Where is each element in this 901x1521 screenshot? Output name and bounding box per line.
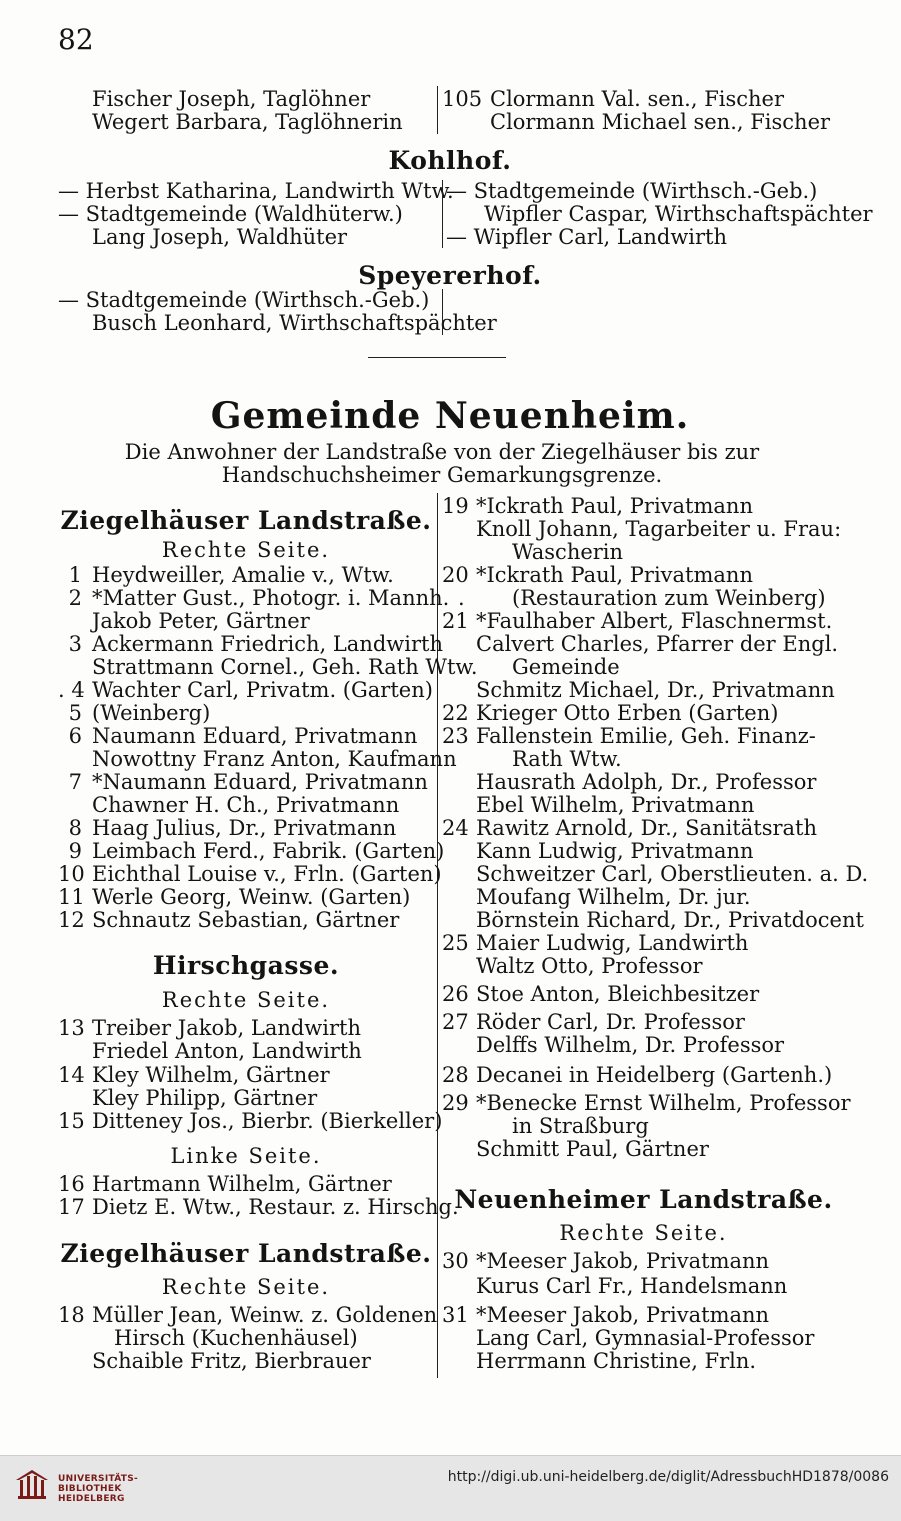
entry-line: 19 *Ickrath Paul, Privatmann [442, 494, 753, 518]
entry-line: Schmitz Michael, Dr., Privatmann [476, 678, 835, 702]
entry-line: Kurus Carl Fr., Handelsmann [476, 1274, 788, 1298]
entry-line: 18 Müller Jean, Weinw. z. Goldenen [58, 1303, 438, 1327]
source-url-link[interactable]: http://digi.ub.uni-heidelberg.de/diglit/AdressbuchHD1878/0086 [447, 1469, 889, 1485]
entry-line: 13 Treiber Jakob, Landwirth [58, 1016, 362, 1040]
entry-line: 30 *Meeser Jakob, Privatmann [442, 1249, 770, 1273]
entry-line: — Herbst Katharina, Landwirth Wtw. [58, 179, 454, 203]
entry-line: 5 (Weinberg) [68, 701, 211, 725]
street-heading: Ziegelhäuser Landstraße. [60, 1239, 432, 1268]
entry-line: Busch Leonhard, Wirthschaftspächter [92, 311, 497, 335]
library-logo-icon [12, 1466, 52, 1510]
entry-line: Börnstein Richard, Dr., Privatdocent [476, 908, 864, 932]
entry-line: 12 Schnautz Sebastian, Gärtner [58, 908, 400, 932]
entry-line: 3 Ackermann Friedrich, Landwirth [68, 632, 443, 656]
column-divider [442, 180, 443, 248]
entry-line: Jakob Peter, Gärtner [92, 609, 310, 633]
entry-line: in Straßburg [512, 1114, 649, 1138]
street-heading: Neuenheimer Landstraße. [454, 1185, 833, 1214]
entry-line: Calvert Charles, Pfarrer der Engl. [476, 632, 839, 656]
entry-line: 29 *Benecke Ernst Wilhelm, Professor [442, 1091, 851, 1115]
entry-line: 9 Leimbach Ferd., Fabrik. (Garten) [68, 839, 445, 863]
entry-line: 15 Ditteney Jos., Bierbr. (Bierkeller) [58, 1109, 443, 1133]
entry-line: Wipfler Caspar, Wirthschaftspächter [484, 202, 873, 226]
entry-line: Strattmann Cornel., Geh. Rath Wtw. [92, 655, 478, 679]
entry-line: 26 Stoe Anton, Bleichbesitzer [442, 982, 760, 1006]
entry-line: Schmitt Paul, Gärtner [476, 1137, 709, 1161]
entry-line: 8 Haag Julius, Dr., Privatmann [68, 816, 397, 840]
entry-line: . (Restauration zum Weinberg) [458, 586, 826, 610]
page-number: 82 [58, 23, 94, 56]
entry-line: 16 Hartmann Wilhelm, Gärtner [58, 1172, 392, 1196]
entry-line: 14 Kley Wilhelm, Gärtner [58, 1063, 330, 1087]
column-divider [437, 86, 438, 134]
entry-line: Schaible Fritz, Bierbrauer [92, 1349, 371, 1373]
entry-line: 21 *Faulhaber Albert, Flaschnermst. [442, 609, 833, 633]
entry-line: — Wipfler Carl, Landwirth [446, 225, 728, 249]
entry-line: Rath Wtw. [512, 747, 622, 771]
entry-line: Hirsch (Kuchenhäusel) [114, 1326, 358, 1350]
entry-line: — Stadtgemeinde (Waldhüterw.) [58, 202, 403, 226]
footer-bar [0, 1455, 901, 1521]
library-logo[interactable] [12, 1464, 172, 1512]
house-number: 105 [442, 87, 483, 111]
entry-line: Lang Carl, Gymnasial-Professor [476, 1326, 815, 1350]
entry-line: — Stadtgemeinde (Wirthsch.-Geb.) [58, 288, 430, 312]
side-label: Linke Seite. [170, 1144, 322, 1168]
entry-line: 2 *Matter Gust., Photogr. i. Mannh. [68, 586, 450, 610]
entry-line: Wegert Barbara, Taglöhnerin [92, 110, 403, 134]
entry-line: 6 Naumann Eduard, Privatmann [68, 724, 418, 748]
entry-line: Friedel Anton, Landwirth [92, 1039, 362, 1063]
column-divider [437, 493, 438, 1378]
entry-line: Kann Ludwig, Privatmann [476, 839, 754, 863]
entry-line: 25 Maier Ludwig, Landwirth [442, 931, 749, 955]
entry-text: Clormann Michael sen., Fischer [490, 110, 831, 134]
section-heading-speyererhof: Speyererhof. [358, 261, 542, 290]
entry-line: Hausrath Adolph, Dr., Professor [476, 770, 817, 794]
entry-line: Delffs Wilhelm, Dr. Professor [476, 1033, 785, 1057]
separator-rule [368, 357, 506, 358]
entry-line: 11 Werle Georg, Weinw. (Garten) [58, 885, 411, 909]
intro-text: Die Anwohner der Landstraße von der Ziegelhäuser bis zur Handschuchsheimer Gemarkungsgrenze. [124, 440, 760, 487]
entry-line [442, 88, 784, 110]
entry-line: Moufang Wilhelm, Dr. jur. [476, 885, 751, 909]
entry-line: 17 Dietz E. Wtw., Restaur. z. Hirschg. [58, 1195, 459, 1219]
entry-line: 7 *Naumann Eduard, Privatmann [68, 770, 428, 794]
street-heading: Ziegelhäuser Landstraße. [60, 506, 432, 535]
entry-line: Herrmann Christine, Frln. [476, 1349, 757, 1373]
side-label: Rechte Seite. [161, 1275, 331, 1299]
entry-line: Kley Philipp, Gärtner [92, 1086, 318, 1110]
side-label: Rechte Seite. [161, 988, 331, 1012]
entry-line: Wascherin [512, 540, 624, 564]
entry-line: Gemeinde [512, 655, 620, 679]
main-title: Gemeinde Neuenheim. [210, 395, 690, 437]
entry-line: Fischer Joseph, Taglöhner [92, 87, 371, 111]
entry-line: 24 Rawitz Arnold, Dr., Sanitätsrath [442, 816, 818, 840]
entry-line: 28 Decanei in Heidelberg (Gartenh.) [442, 1063, 833, 1087]
section-heading-kohlhof: Kohlhof. [388, 146, 512, 175]
library-logo-text: UNIVERSITÄTS- BIBLIOTHEK HEIDELBERG [58, 1474, 139, 1504]
entry-line: 31 *Meeser Jakob, Privatmann [442, 1303, 770, 1327]
entry-text: Clormann Val. sen., Fischer [490, 87, 785, 111]
street-heading: Hirschgasse. [152, 951, 340, 980]
entry-line [442, 111, 830, 133]
entry-line: 22 Krieger Otto Erben (Garten) [442, 701, 779, 725]
entry-line: 20 *Ickrath Paul, Privatmann [442, 563, 753, 587]
column-divider [442, 289, 443, 335]
entry-line: Schweitzer Carl, Oberstlieuten. a. D. [476, 862, 869, 886]
entry-line: Waltz Otto, Professor [476, 954, 703, 978]
entry-line: — Stadtgemeinde (Wirthsch.-Geb.) [446, 179, 818, 203]
entry-line: 1 Heydweiller, Amalie v., Wtw. [68, 563, 394, 587]
side-label: Rechte Seite. [161, 538, 331, 562]
entry-line: Chawner H. Ch., Privatmann [92, 793, 400, 817]
entry-line: . 4 Wachter Carl, Privatm. (Garten) [58, 678, 433, 702]
entry-line: Nowottny Franz Anton, Kaufmann [92, 747, 457, 771]
side-label: Rechte Seite. [559, 1221, 728, 1245]
entry-line: Ebel Wilhelm, Privatmann [476, 793, 755, 817]
entry-line: 27 Röder Carl, Dr. Professor [442, 1010, 745, 1034]
entry-line: Knoll Johann, Tagarbeiter u. Frau: [476, 517, 842, 541]
entry-line: 23 Fallenstein Emilie, Geh. Finanz- [442, 724, 816, 748]
entry-line: 10 Eichthal Louise v., Frln. (Garten) [58, 862, 442, 886]
entry-line: Lang Joseph, Waldhüter [92, 225, 348, 249]
